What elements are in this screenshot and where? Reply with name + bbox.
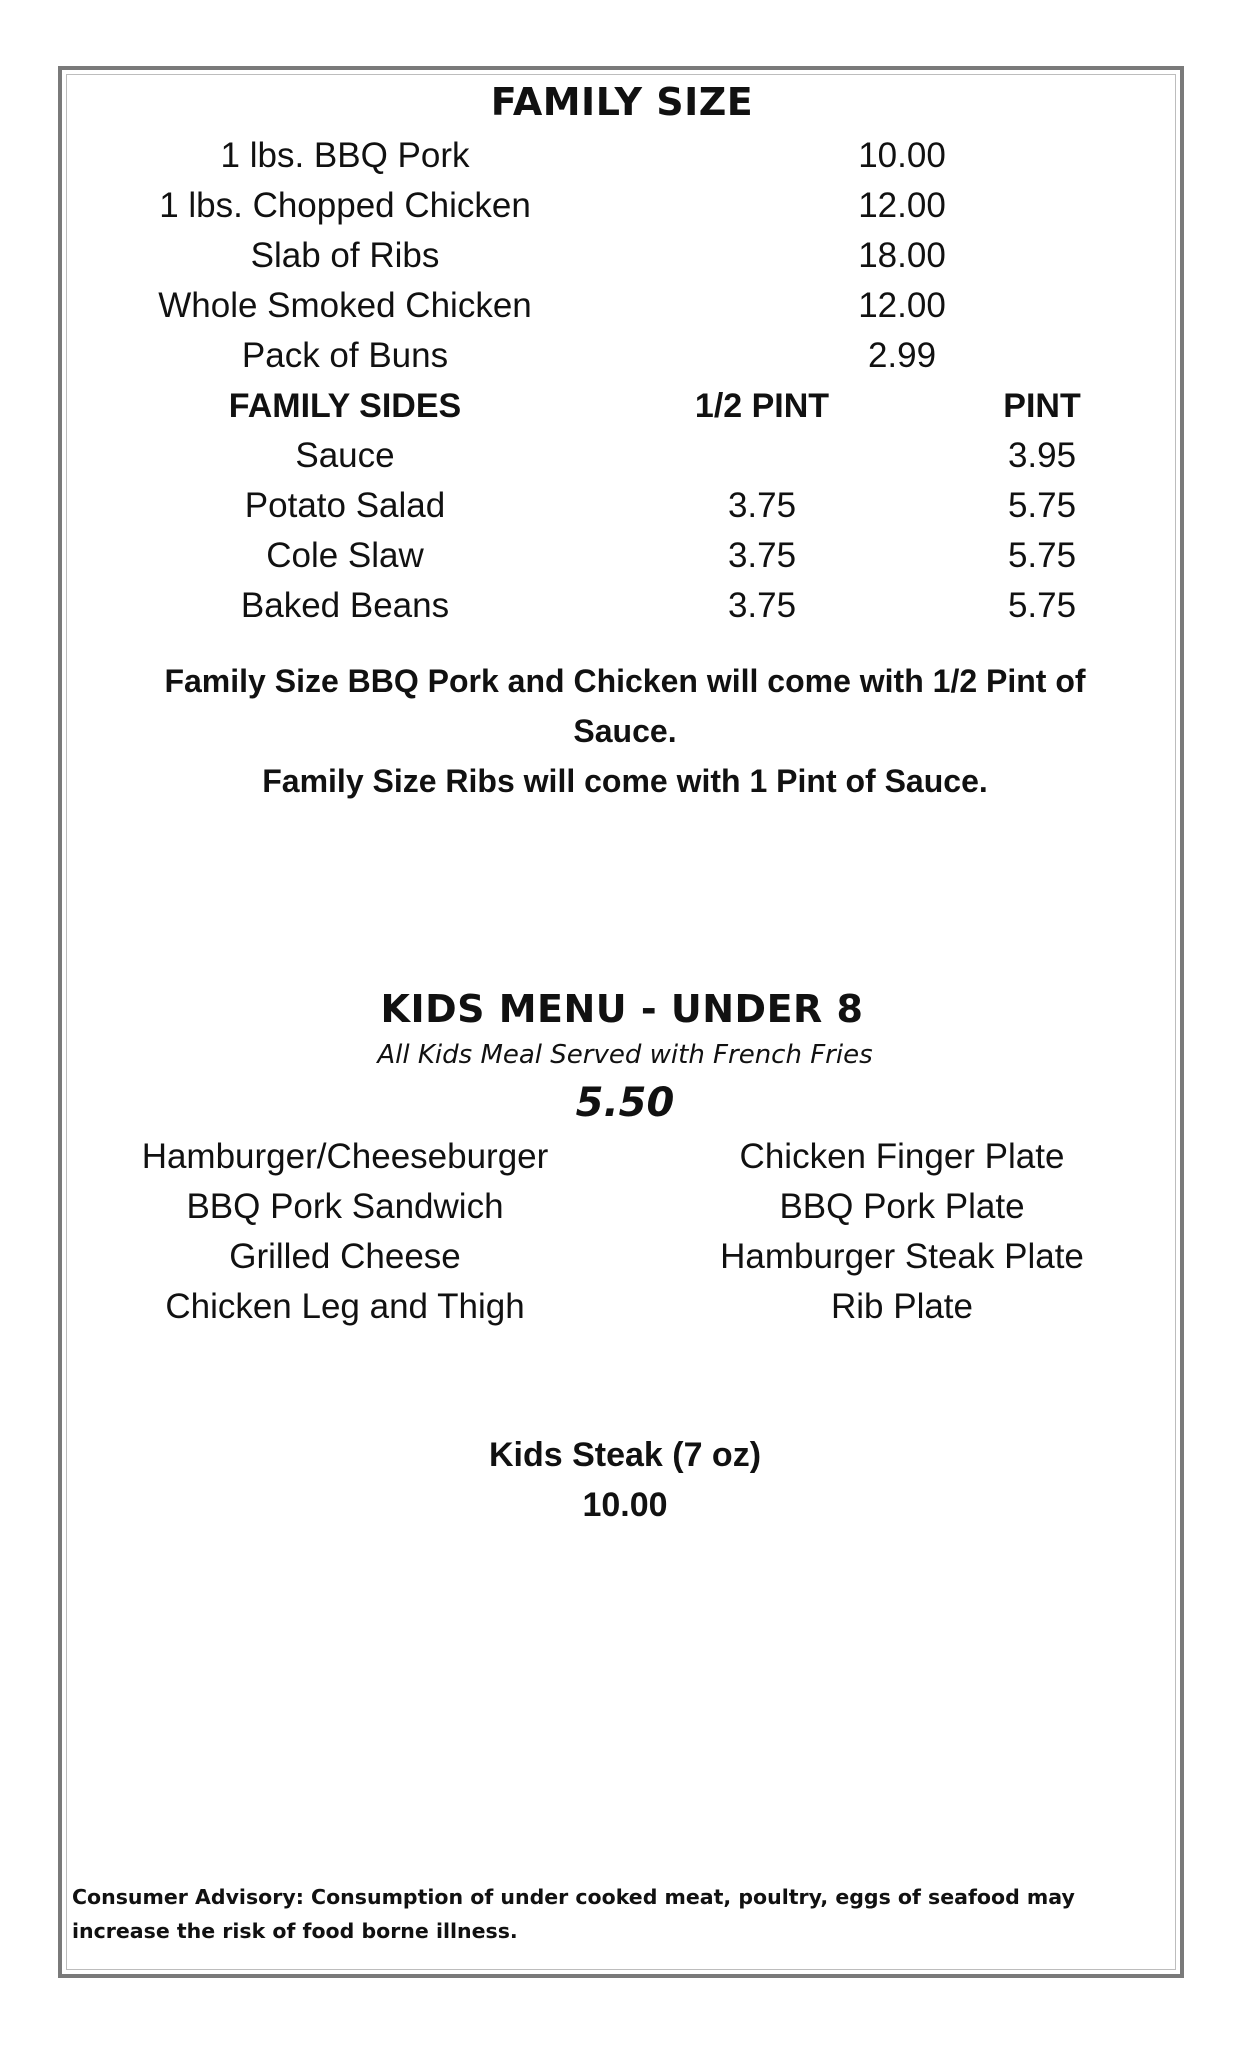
kids-item-right: Rib Plate <box>830 1287 974 1326</box>
kids-item-left: Hamburger/Cheeseburger <box>141 1137 549 1176</box>
family-note-line-3: Family Size Ribs will come with 1 Pint of Sauce. <box>262 763 988 799</box>
kids-item-right: Hamburger Steak Plate <box>720 1237 1084 1276</box>
half-pint-header: 1/2 PINT <box>694 387 830 425</box>
consumer-advisory: Consumer Advisory: Consumption of under cooked meat, poultry, eggs of seafood may increase the risk of food borne illness. <box>72 1885 1075 1943</box>
side-pint-price: 5.75 <box>1007 536 1077 575</box>
side-half-pint-price: 3.75 <box>727 486 797 525</box>
kids-menu-subtitle: All Kids Meal Served with French Fries <box>377 1040 873 1070</box>
kids-item-left: BBQ Pork Sandwich <box>186 1187 504 1226</box>
family-size-title: FAMILY SIZE <box>490 80 754 124</box>
side-half-pint-price: 3.75 <box>727 586 797 625</box>
side-pint-price: 3.95 <box>1007 436 1077 475</box>
family-item-name: 1 lbs. Chopped Chicken <box>159 186 531 225</box>
family-item-price: 18.00 <box>858 236 946 275</box>
kids-steak-name: Kids Steak (7 oz) <box>488 1436 762 1474</box>
family-item-price: 12.00 <box>858 186 946 225</box>
side-half-pint-price: 3.75 <box>727 536 797 575</box>
family-item-name: Whole Smoked Chicken <box>158 286 532 325</box>
kids-item-left: Chicken Leg and Thigh <box>165 1287 525 1326</box>
family-sides-header: FAMILY SIDES <box>228 387 462 425</box>
family-item-price: 2.99 <box>867 336 937 375</box>
side-name: Potato Salad <box>244 486 446 525</box>
kids-menu-price: 5.50 <box>575 1080 675 1126</box>
family-note-line-2: Sauce. <box>573 713 677 749</box>
family-item-price: 10.00 <box>858 136 946 175</box>
family-item-name: Slab of Ribs <box>250 236 440 275</box>
family-item-name: Pack of Buns <box>241 336 449 375</box>
family-item-name: 1 lbs. BBQ Pork <box>220 136 470 175</box>
kids-item-left: Grilled Cheese <box>229 1237 461 1276</box>
kids-item-right: Chicken Finger Plate <box>739 1137 1065 1176</box>
side-pint-price: 5.75 <box>1007 586 1077 625</box>
side-name: Sauce <box>295 436 395 475</box>
kids-steak-price: 10.00 <box>582 1486 668 1524</box>
family-note-line-1: Family Size BBQ Pork and Chicken will come with 1/2 Pint of <box>164 663 1086 699</box>
kids-menu-title: KIDS MENU - UNDER 8 <box>380 987 864 1031</box>
kids-item-right: BBQ Pork Plate <box>779 1187 1025 1226</box>
pint-header: PINT <box>1003 387 1081 425</box>
family-item-price: 12.00 <box>858 286 946 325</box>
side-name: Cole Slaw <box>266 536 424 575</box>
side-pint-price: 5.75 <box>1007 486 1077 525</box>
side-name: Baked Beans <box>240 586 450 625</box>
